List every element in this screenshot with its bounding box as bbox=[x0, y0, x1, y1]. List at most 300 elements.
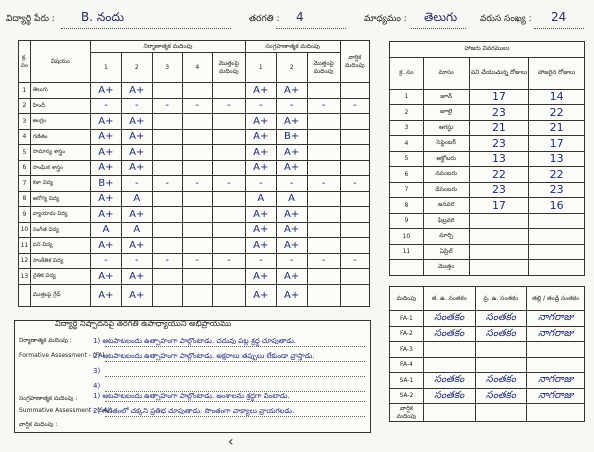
parent-signature bbox=[527, 342, 585, 358]
subject-name: కళా విద్య bbox=[30, 176, 90, 192]
working-days: 23 bbox=[469, 182, 529, 198]
grade-cell: - bbox=[276, 176, 307, 192]
grade-cell: A+ bbox=[276, 238, 307, 254]
table-row bbox=[19, 269, 370, 285]
grade-cell: A+ bbox=[121, 207, 152, 223]
working-days: 23 bbox=[469, 136, 529, 152]
table-row bbox=[390, 311, 585, 327]
signatures-table bbox=[389, 286, 585, 422]
marks-table bbox=[18, 40, 370, 307]
table-row bbox=[390, 213, 585, 229]
sig-col-hm: ప్ర. ఉ. సంతకం bbox=[475, 287, 527, 311]
grade-cell bbox=[212, 191, 245, 207]
teacher-signature: సంతకం bbox=[423, 388, 475, 404]
grade-cell: A+ bbox=[245, 238, 276, 254]
grade-cell bbox=[152, 238, 182, 254]
fa-total-col: మొత్తంపై మదింపు bbox=[212, 53, 245, 83]
month-name: మార్చి bbox=[423, 229, 469, 245]
grade-cell: A+ bbox=[90, 83, 121, 99]
grade-cell bbox=[307, 160, 340, 176]
grade-cell: - bbox=[90, 253, 121, 269]
grade-cell: - bbox=[307, 253, 340, 269]
teacher-signature bbox=[423, 342, 475, 358]
table-row bbox=[390, 357, 585, 373]
row-number: 12 bbox=[19, 253, 31, 269]
grade-cell: - bbox=[340, 253, 369, 269]
grade-cell: - bbox=[307, 98, 340, 114]
grade-cell: - bbox=[121, 253, 152, 269]
row-number: 1 bbox=[19, 83, 31, 99]
table-row bbox=[390, 388, 585, 404]
table-row bbox=[19, 253, 370, 269]
annual-obs-label: వార్షిక మదింపు : bbox=[19, 421, 58, 428]
month-name: జూలై bbox=[423, 105, 469, 121]
grade-cell: A+ bbox=[90, 145, 121, 161]
grade-cell: - bbox=[121, 98, 152, 114]
grade-cell: A bbox=[245, 191, 276, 207]
grade-cell: - bbox=[182, 253, 212, 269]
grade-cell bbox=[212, 145, 245, 161]
grade-cell: A+ bbox=[121, 160, 152, 176]
formative-header: నిర్మాణాత్మక మదింపు bbox=[90, 41, 245, 53]
assessment-label: FA-1 bbox=[390, 311, 424, 327]
grade-cell bbox=[340, 145, 369, 161]
formative-label: నిర్మాణాత్మక మదింపు : bbox=[19, 337, 72, 344]
sig-col-teacher: త. ఉ. సంతకం bbox=[423, 287, 475, 311]
table-row bbox=[390, 136, 585, 152]
grade-cell: - bbox=[340, 176, 369, 192]
month-name: ఏప్రిల్ bbox=[423, 244, 469, 260]
summative-sub: Summative Assessment - (SA) bbox=[19, 407, 110, 414]
present-days bbox=[529, 229, 585, 245]
grade-cell bbox=[212, 207, 245, 223]
table-row bbox=[19, 191, 370, 207]
grade-cell bbox=[212, 269, 245, 285]
table-row bbox=[19, 160, 370, 176]
fa-col-3: 3 bbox=[152, 53, 182, 83]
row-number: 13 bbox=[19, 269, 31, 285]
medium-value: తెలుగు bbox=[424, 10, 458, 24]
row-number: 9 bbox=[390, 213, 424, 229]
subject-name: హిందీ bbox=[30, 98, 90, 114]
working-days bbox=[469, 244, 529, 260]
grade-cell bbox=[212, 114, 245, 130]
class-label: తరగతి : bbox=[249, 14, 280, 24]
month-name: డిసెంబరు bbox=[423, 182, 469, 198]
medium-label: మాధ్యమం : bbox=[364, 14, 407, 24]
row-number: 11 bbox=[19, 238, 31, 254]
table-row bbox=[390, 120, 585, 136]
grade-cell: A+ bbox=[276, 222, 307, 238]
grade-cell bbox=[152, 129, 182, 145]
parent-signature: నాగరాజు bbox=[527, 373, 585, 389]
grade-cell bbox=[340, 114, 369, 130]
table-row bbox=[390, 244, 585, 260]
subject-name: ఆరోగ్య విద్య bbox=[30, 191, 90, 207]
fa-line-4: 4) bbox=[93, 382, 101, 390]
subject-name: సాంకేతిక విద్య bbox=[30, 253, 90, 269]
table-row bbox=[19, 129, 370, 145]
sig-col-assessment: మదింపు bbox=[390, 287, 424, 311]
grade-cell bbox=[182, 83, 212, 99]
working-days: 13 bbox=[469, 151, 529, 167]
table-row bbox=[19, 83, 370, 99]
working-days: 17 bbox=[469, 198, 529, 214]
grade-cell: - bbox=[182, 98, 212, 114]
subject-name: వ్యాయామ విద్య bbox=[30, 207, 90, 223]
summative-label: సంగ్రహణాత్మక మదింపు : bbox=[19, 395, 78, 402]
grade-cell: - bbox=[90, 98, 121, 114]
grade-cell bbox=[182, 284, 212, 306]
hm-signature bbox=[475, 357, 527, 373]
grade-cell bbox=[152, 222, 182, 238]
grade-cell bbox=[152, 114, 182, 130]
row-number: 7 bbox=[19, 176, 31, 192]
working-days: 22 bbox=[469, 167, 529, 183]
grade-cell: A+ bbox=[245, 83, 276, 99]
grade-cell bbox=[340, 129, 369, 145]
grade-cell bbox=[212, 129, 245, 145]
present-days: 22 bbox=[529, 105, 585, 121]
attendance-table bbox=[389, 41, 585, 276]
grade-cell: A bbox=[121, 191, 152, 207]
grade-cell: A+ bbox=[276, 207, 307, 223]
grade-cell bbox=[340, 269, 369, 285]
parent-signature: నాగరాజు bbox=[527, 388, 585, 404]
grade-cell bbox=[212, 284, 245, 306]
table-row bbox=[19, 176, 370, 192]
month-name: అక్టోబరు bbox=[423, 151, 469, 167]
subject-name: సంగీత విద్య bbox=[30, 222, 90, 238]
pen-mark-icon: ‹ bbox=[228, 434, 234, 450]
annual-header: వార్షిక మదింపు bbox=[340, 41, 369, 83]
grade-cell: A+ bbox=[90, 129, 121, 145]
grade-cell bbox=[152, 160, 182, 176]
sa-col-1: 1 bbox=[245, 53, 276, 83]
working-days bbox=[469, 213, 529, 229]
grade-cell bbox=[307, 207, 340, 223]
grade-cell: A+ bbox=[276, 114, 307, 130]
att-col-working: పని చేయుచున్న రోజులు bbox=[469, 57, 529, 89]
grade-cell: A+ bbox=[245, 145, 276, 161]
grade-cell: A+ bbox=[245, 222, 276, 238]
grade-cell: A+ bbox=[276, 83, 307, 99]
att-col-month: మాసం bbox=[423, 57, 469, 89]
present-days: 17 bbox=[529, 136, 585, 152]
grade-cell bbox=[182, 145, 212, 161]
subject-name: నైతిక విద్య bbox=[30, 269, 90, 285]
present-days: 13 bbox=[529, 151, 585, 167]
grade-cell bbox=[307, 191, 340, 207]
grade-cell bbox=[340, 238, 369, 254]
grade-cell: A+ bbox=[276, 160, 307, 176]
row-number: 3 bbox=[19, 114, 31, 130]
grade-cell bbox=[212, 238, 245, 254]
parent-signature: నాగరాజు bbox=[527, 311, 585, 327]
grade-cell bbox=[152, 191, 182, 207]
sig-annual-label: వార్షిక మదింపు bbox=[390, 404, 424, 422]
subject-name: సామాన్య శాస్త్రం bbox=[30, 145, 90, 161]
row-number: 6 bbox=[390, 167, 424, 183]
col-sno: క్ర. సం bbox=[19, 41, 31, 83]
present-days: 21 bbox=[529, 120, 585, 136]
row-number: 9 bbox=[19, 207, 31, 223]
grade-cell: - bbox=[276, 98, 307, 114]
table-row bbox=[390, 326, 585, 342]
grade-cell bbox=[182, 207, 212, 223]
grade-cell: A bbox=[90, 222, 121, 238]
working-days bbox=[469, 229, 529, 245]
month-name: సెప్టెంబర్ bbox=[423, 136, 469, 152]
grade-cell: - bbox=[152, 98, 182, 114]
present-days: 22 bbox=[529, 167, 585, 183]
grade-cell: A+ bbox=[121, 284, 152, 306]
grade-cell bbox=[152, 145, 182, 161]
table-row bbox=[19, 145, 370, 161]
grade-cell bbox=[340, 284, 369, 306]
table-row bbox=[19, 222, 370, 238]
grade-cell: - bbox=[340, 98, 369, 114]
assessment-label: FA-2 bbox=[390, 326, 424, 342]
row-number: 11 bbox=[390, 244, 424, 260]
grade-cell: - bbox=[212, 176, 245, 192]
table-row bbox=[390, 167, 585, 183]
grade-cell: A+ bbox=[90, 191, 121, 207]
subject-name: ఆంగ్లం bbox=[30, 114, 90, 130]
table-row bbox=[390, 151, 585, 167]
working-days: 17 bbox=[469, 89, 529, 105]
grade-cell bbox=[340, 222, 369, 238]
table-row bbox=[390, 342, 585, 358]
parent-signature: నాగరాజు bbox=[527, 326, 585, 342]
sa-line-1: 1) ఆటపాటలందు ఉత్సాహంగా పాల్గొంటాడు. అంశాలను శ్రద్ధగా వింటాడు. bbox=[93, 392, 290, 400]
teacher-signature bbox=[423, 357, 475, 373]
sa-col-2: 2 bbox=[276, 53, 307, 83]
grade-cell bbox=[307, 83, 340, 99]
grade-cell bbox=[307, 114, 340, 130]
grade-cell: A+ bbox=[276, 145, 307, 161]
subject-name: తెలుగు bbox=[30, 83, 90, 99]
row-number: 1 bbox=[390, 89, 424, 105]
grade-cell bbox=[182, 238, 212, 254]
att-total-label: మొత్తం bbox=[423, 260, 469, 276]
teacher-signature: సంతకం bbox=[423, 373, 475, 389]
table-row bbox=[390, 182, 585, 198]
grade-cell bbox=[340, 83, 369, 99]
row-number: 3 bbox=[390, 120, 424, 136]
grade-cell bbox=[152, 207, 182, 223]
roll-value: 24 bbox=[551, 10, 567, 24]
observations-box bbox=[14, 320, 371, 433]
grade-cell bbox=[307, 269, 340, 285]
table-row bbox=[390, 373, 585, 389]
grade-cell: A+ bbox=[245, 207, 276, 223]
class-value: 4 bbox=[296, 10, 304, 24]
grade-cell bbox=[307, 284, 340, 306]
sa-lines bbox=[15, 391, 370, 421]
grade-cell bbox=[182, 191, 212, 207]
grade-cell bbox=[212, 83, 245, 99]
grade-cell bbox=[340, 191, 369, 207]
teacher-signature: సంతకం bbox=[423, 311, 475, 327]
month-name: నవంబరు bbox=[423, 167, 469, 183]
grade-cell: A+ bbox=[276, 284, 307, 306]
grade-cell: - bbox=[182, 176, 212, 192]
attendance-title: హాజరు వివరములు bbox=[390, 42, 585, 58]
present-days bbox=[529, 213, 585, 229]
grade-cell: - bbox=[245, 253, 276, 269]
observations-title: విద్యార్థి నిష్పాదనపై తరగతి ఉపాధ్యాయుని అభిప్రాయము bbox=[55, 319, 232, 328]
fa-lines bbox=[15, 337, 370, 393]
grade-cell: A+ bbox=[245, 160, 276, 176]
grade-cell bbox=[182, 269, 212, 285]
grade-cell: A+ bbox=[245, 114, 276, 130]
month-name: ఆగస్టు bbox=[423, 120, 469, 136]
grade-cell: A+ bbox=[90, 284, 121, 306]
student-name-value: B. నందు bbox=[81, 10, 124, 24]
grade-cell: A+ bbox=[245, 284, 276, 306]
table-row bbox=[19, 114, 370, 130]
grade-cell bbox=[152, 269, 182, 285]
assessment-label: SA-1 bbox=[390, 373, 424, 389]
grade-cell: A+ bbox=[90, 207, 121, 223]
grade-cell: A bbox=[276, 191, 307, 207]
row-number: 5 bbox=[390, 151, 424, 167]
grade-cell bbox=[340, 160, 369, 176]
row-number: 5 bbox=[19, 145, 31, 161]
subject-name: పని విద్య bbox=[30, 238, 90, 254]
working-days: 23 bbox=[469, 105, 529, 121]
row-number: 7 bbox=[390, 182, 424, 198]
grade-cell bbox=[152, 83, 182, 99]
row-number: 8 bbox=[390, 198, 424, 214]
row-number: 10 bbox=[19, 222, 31, 238]
grade-cell bbox=[212, 160, 245, 176]
present-days bbox=[529, 244, 585, 260]
hm-signature: సంతకం bbox=[475, 326, 527, 342]
table-row bbox=[390, 198, 585, 214]
grade-cell: - bbox=[245, 98, 276, 114]
present-days: 23 bbox=[529, 182, 585, 198]
assessment-label: SA-2 bbox=[390, 388, 424, 404]
hm-signature: సంతకం bbox=[475, 373, 527, 389]
grade-cell: A+ bbox=[245, 129, 276, 145]
grade-cell bbox=[152, 284, 182, 306]
working-days: 21 bbox=[469, 120, 529, 136]
grade-cell bbox=[307, 129, 340, 145]
present-days: 16 bbox=[529, 198, 585, 214]
table-row bbox=[390, 105, 585, 121]
fa-col-4: 4 bbox=[182, 53, 212, 83]
grade-cell: A+ bbox=[121, 269, 152, 285]
month-name: ఫిబ్రవరి bbox=[423, 213, 469, 229]
att-col-present: హాజరైన రోజులు bbox=[529, 57, 585, 89]
grade-cell bbox=[212, 222, 245, 238]
fa-line-2: 2) ఆటపాటలందు ఉత్సాహంగా పాల్గొంటాడు. అక్షరాలు తప్పులు లేకుండా వ్రాస్తాడు. bbox=[93, 352, 315, 360]
row-number: 6 bbox=[19, 160, 31, 176]
hm-signature: సంతకం bbox=[475, 311, 527, 327]
grade-cell: - bbox=[276, 253, 307, 269]
grade-cell bbox=[307, 222, 340, 238]
att-col-sno: క్ర. సం bbox=[390, 57, 424, 89]
grade-cell: - bbox=[212, 253, 245, 269]
grade-cell: A+ bbox=[90, 114, 121, 130]
grade-cell: A bbox=[121, 222, 152, 238]
present-days: 14 bbox=[529, 89, 585, 105]
table-row bbox=[19, 207, 370, 223]
table-row bbox=[390, 89, 585, 105]
grade-cell: - bbox=[307, 176, 340, 192]
parent-signature bbox=[527, 357, 585, 373]
grade-cell: - bbox=[212, 98, 245, 114]
grade-cell: - bbox=[245, 176, 276, 192]
fa-col-2: 2 bbox=[121, 53, 152, 83]
fa-line-3: 3) bbox=[93, 367, 101, 375]
fa-col-1: 1 bbox=[90, 53, 121, 83]
assessment-label: FA-4 bbox=[390, 357, 424, 373]
row-number: 8 bbox=[19, 191, 31, 207]
grade-cell: - bbox=[152, 253, 182, 269]
row-number: 2 bbox=[19, 98, 31, 114]
table-row bbox=[390, 229, 585, 245]
grade-cell: A+ bbox=[121, 129, 152, 145]
grade-cell: A+ bbox=[121, 238, 152, 254]
hm-signature: సంతకం bbox=[475, 388, 527, 404]
report-header bbox=[6, 8, 588, 28]
grade-cell bbox=[307, 238, 340, 254]
grade-cell bbox=[182, 129, 212, 145]
grade-cell: A+ bbox=[90, 160, 121, 176]
grade-cell: A+ bbox=[121, 83, 152, 99]
grade-cell: B+ bbox=[90, 176, 121, 192]
grade-cell bbox=[307, 145, 340, 161]
summative-header: సంగ్రహణాత్మక మదింపు bbox=[245, 41, 340, 53]
grade-cell bbox=[182, 114, 212, 130]
grade-cell: A+ bbox=[121, 145, 152, 161]
total-grade-label: మొత్తంపై గ్రేడ్ bbox=[30, 284, 90, 306]
sa-total-col: మొత్తంపై మదింపు bbox=[307, 53, 340, 83]
row-number: 10 bbox=[390, 229, 424, 245]
fa-line-1: 1) ఆటపాటలందు ఉత్సాహంగా పాల్గొంటాడు. చదువు పట్ల శ్రద్ధ చూపుతాడు. bbox=[93, 337, 297, 345]
grade-cell: - bbox=[121, 176, 152, 192]
grade-cell: A+ bbox=[90, 238, 121, 254]
table-row bbox=[19, 98, 370, 114]
month-name: జనవరి bbox=[423, 198, 469, 214]
grade-cell: B+ bbox=[276, 129, 307, 145]
student-name-label: విద్యార్థి పేరు : bbox=[6, 14, 55, 24]
grade-cell bbox=[340, 207, 369, 223]
grade-cell: A+ bbox=[245, 269, 276, 285]
roll-label: వరుస సంఖ్య : bbox=[480, 14, 532, 24]
grade-cell bbox=[182, 160, 212, 176]
grade-cell: A+ bbox=[90, 269, 121, 285]
row-number: 2 bbox=[390, 105, 424, 121]
assessment-label: FA-3 bbox=[390, 342, 424, 358]
subject-name: గణితం bbox=[30, 129, 90, 145]
grade-cell: A+ bbox=[276, 269, 307, 285]
month-name: జూన్ bbox=[423, 89, 469, 105]
col-subject: విషయం bbox=[30, 41, 90, 83]
sa-line-2: 2) గణితంలో చక్కని ప్రతిభ చూపుతాడు. సొంతంగా వాక్యాలు వ్రాయగలడు. bbox=[93, 407, 295, 415]
row-number: 4 bbox=[390, 136, 424, 152]
teacher-signature: సంతకం bbox=[423, 326, 475, 342]
formative-sub: Formative Assessment - (FA) bbox=[19, 352, 105, 359]
row-number: 4 bbox=[19, 129, 31, 145]
grade-cell bbox=[182, 222, 212, 238]
table-row bbox=[19, 238, 370, 254]
subject-name: సాంఘిక శాస్త్రం bbox=[30, 160, 90, 176]
hm-signature bbox=[475, 342, 527, 358]
